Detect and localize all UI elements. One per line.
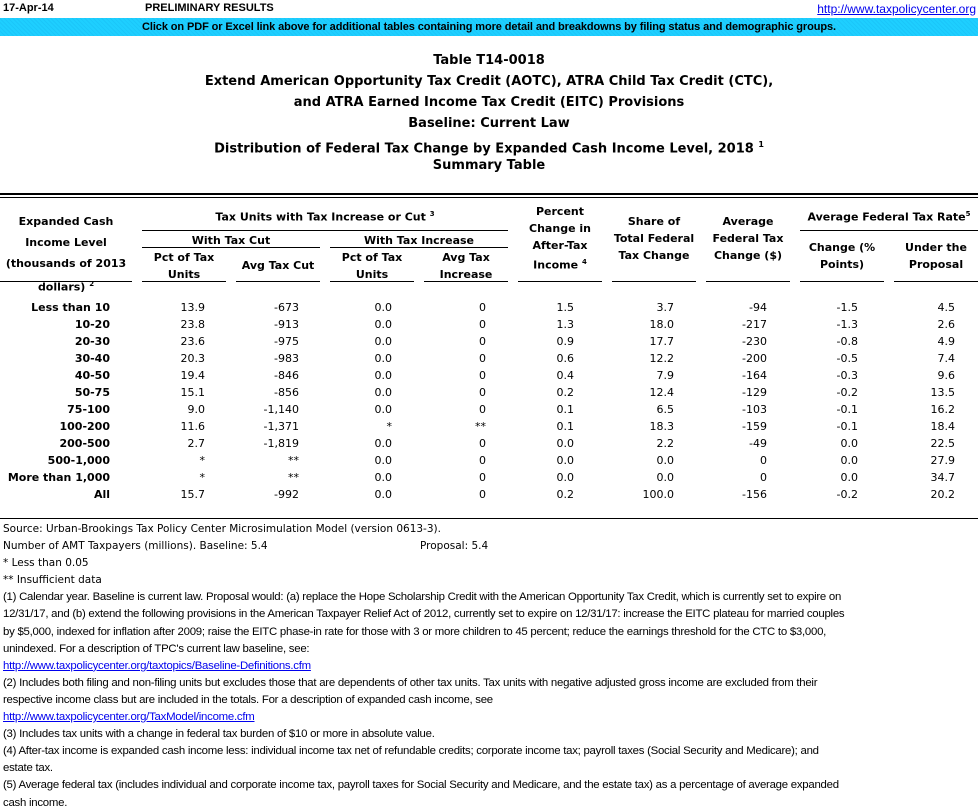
col-underline [894, 281, 978, 282]
table-cell: 20.2 [930, 488, 955, 501]
source-note: Source: Urban-Brookings Tax Policy Center Microsimulation Model (version 0613-3). [3, 523, 441, 535]
summary-subtitle: Summary Table [432, 158, 546, 173]
table-cell: 0.1 [556, 403, 574, 416]
table-cell: * [386, 420, 392, 433]
table-cell: 0.0 [374, 335, 392, 348]
table-cell: 0.0 [374, 386, 392, 399]
table-row [0, 384, 978, 401]
table-cell: -0.8 [836, 335, 858, 348]
income-definition-link[interactable]: http://www.taxpolicycenter.org/TaxModel/income.cfm [3, 711, 255, 724]
table-cell: 0 [479, 318, 486, 331]
table-cell: 0 [479, 386, 486, 399]
table-cell: * [199, 471, 205, 484]
table-row [0, 452, 978, 469]
double-star-note: ** Insufficient data [3, 574, 102, 587]
table-row [0, 469, 978, 486]
footnote-4-line-1: (4) After-tax income is expanded cash income less: individual income tax net of refundable credits; corporate income tax; payroll taxes (Social Security and Medicare); and [3, 745, 819, 758]
col-subgroup-with-tax-cut: With Tax Cut [191, 234, 271, 247]
footnote-1-line-2: 12/31/17, and (b) extend the following provisions in the American Taxpayer Relief Act of 2012, currently set to expire on 12/31/17: increase the EITC plateau for married couples [3, 608, 845, 621]
table-row [0, 299, 978, 316]
table-cell: 0.0 [840, 471, 858, 484]
table-cell: 0.2 [556, 488, 574, 501]
table-cell: -0.2 [836, 488, 858, 501]
top-bar [0, 0, 978, 18]
table-cell: ** [475, 420, 486, 433]
table-row [0, 435, 978, 452]
footnote-1-line-3: by $5,000, indexed for inflation after 2009; raise the EITC phase-in rate for those with 3 or more children to 45 percent; reduce the earnings threshold for the CTC to $3,000, [3, 625, 827, 638]
table-cell: 2.7 [187, 437, 205, 450]
income-level-label: 75-100 [67, 403, 110, 416]
table-cell: 0.0 [374, 301, 392, 314]
col-underline [518, 281, 602, 282]
table-cell: 19.4 [180, 369, 205, 382]
table-cell: 0.0 [374, 403, 392, 416]
footnote-1-line-1: (1) Calendar year. Baseline is current law. Proposal would: (a) replace the Hope Scholarship Credit with the American Opportunity Tax Credit, which is currently set to expire on [3, 591, 842, 604]
col-underline [236, 281, 320, 282]
preliminary-label: PRELIMINARY RESULTS [145, 2, 274, 14]
table-cell: -164 [742, 369, 767, 382]
table-cell: -0.1 [836, 420, 858, 433]
footnote-5-line-2: cash income. [3, 796, 68, 809]
table-id: Table T14-0018 [433, 53, 545, 68]
table-cell: 9.0 [187, 403, 205, 416]
table-cell: 34.7 [930, 471, 955, 484]
table-cell: 0.0 [374, 352, 392, 365]
table-cell: 0.0 [656, 454, 674, 467]
table-row [0, 367, 978, 384]
col-underline [800, 281, 884, 282]
col-header-rate-change: Change (% Points) [808, 241, 876, 271]
table-cell: -673 [274, 301, 299, 314]
col-subgroup-with-tax-increase: With Tax Increase [363, 234, 475, 247]
table-cell: 15.7 [180, 488, 205, 501]
header-double-rule [0, 193, 978, 198]
income-level-label: More than 1,000 [7, 471, 110, 484]
table-cell: -983 [274, 352, 299, 365]
table-cell: * [199, 454, 205, 467]
table-row [0, 401, 978, 418]
table-cell: 13.9 [180, 301, 205, 314]
star-note: * Less than 0.05 [3, 557, 89, 570]
table-row [0, 333, 978, 350]
baseline-label: Baseline: Current Law [408, 116, 570, 131]
table-cell: 7.9 [656, 369, 674, 382]
table-cell: 0 [479, 403, 486, 416]
subgroup-underline-increase [330, 247, 508, 248]
income-level-label: Less than 10 [31, 301, 110, 314]
title-line-2: and ATRA Earned Income Tax Credit (EITC) Provisions [293, 95, 685, 110]
table-cell: -156 [742, 488, 767, 501]
table-title-block [0, 50, 978, 176]
table-cell: 3.7 [656, 301, 674, 314]
tpc-website-link[interactable]: http://www.taxpolicycenter.org [817, 2, 976, 16]
income-level-label: 500-1,000 [47, 454, 110, 467]
table-cell: 0.0 [840, 437, 858, 450]
table-cell: 0.0 [374, 471, 392, 484]
table-cell: -159 [742, 420, 767, 433]
table-cell: -94 [749, 301, 767, 314]
col-header-avg-tax-cut: Avg Tax Cut [241, 259, 315, 272]
table-cell: 23.6 [180, 335, 205, 348]
col-underline [706, 281, 790, 282]
table-cell: -0.3 [836, 369, 858, 382]
baseline-definitions-link[interactable]: http://www.taxpolicycenter.org/taxtopics/Baseline-Definitions.cfm [3, 659, 311, 672]
table-cell: 9.6 [937, 369, 955, 382]
table-cell: -200 [742, 352, 767, 365]
table-cell: 2.2 [656, 437, 674, 450]
table-bottom-rule [0, 518, 978, 519]
title-line-1: Extend American Opportunity Tax Credit (AOTC), ATRA Child Tax Credit (CTC), [204, 74, 774, 89]
table-cell: 11.6 [180, 420, 205, 433]
table-cell: 27.9 [930, 454, 955, 467]
col-underline [424, 281, 508, 282]
report-date: 17-Apr-14 [3, 2, 54, 14]
col-header-avg-fed-tax-change: Average Federal Tax Change ($) [712, 215, 784, 262]
table-row [0, 418, 978, 435]
income-level-label: 20-30 [74, 335, 110, 348]
footnote-1-line-4: unindexed. For a description of TPC's current law baseline, see: [3, 642, 310, 655]
table-cell: -1.3 [836, 318, 858, 331]
notes-section [3, 521, 975, 812]
group-underline-avg-rate [800, 230, 978, 231]
col-underline [0, 281, 132, 282]
table-cell: 0.0 [656, 471, 674, 484]
table-cell: 6.5 [656, 403, 674, 416]
subgroup-underline-cut [142, 247, 320, 248]
table-cell: 20.3 [180, 352, 205, 365]
table-cell: 0.1 [556, 420, 574, 433]
table-cell: 0 [479, 335, 486, 348]
table-cell: 0.0 [374, 318, 392, 331]
table-cell: 0 [479, 471, 486, 484]
table-cell: 0 [479, 369, 486, 382]
table-cell: 18.0 [649, 318, 674, 331]
table-cell: 0.0 [556, 471, 574, 484]
table-cell: 7.4 [937, 352, 955, 365]
col-header-pct-units-increase: Pct of Tax Units [341, 251, 403, 281]
col-underline [142, 281, 226, 282]
table-cell: -846 [274, 369, 299, 382]
amt-proposal: Proposal: 5.4 [420, 540, 489, 553]
col-group-tax-units: Tax Units with Tax Increase or Cut $^3$ [215, 210, 435, 224]
table-cell: 12.4 [649, 386, 674, 399]
income-level-label: 10-20 [74, 318, 110, 331]
footnote-3: (3) Includes tax units with a change in federal tax burden of $10 or more in absolute value. [3, 728, 435, 741]
table-row [0, 486, 978, 503]
group-underline-tax-units [142, 230, 508, 231]
table-cell: 23.8 [180, 318, 205, 331]
table-cell: 0.2 [556, 386, 574, 399]
col-underline [612, 281, 696, 282]
distribution-title: Distribution of Federal Tax Change by Expanded Cash Income Level, 2018 $^1$ [214, 140, 764, 157]
footnote-2-line-2: respective income class but are included in the totals. For a description of expanded cash income, see [3, 693, 493, 706]
table-cell: -1,140 [263, 403, 299, 416]
amt-taxpayers-note: Number of AMT Taxpayers (millions). Baseline: 5.4 Proposal: 5.4 [3, 538, 975, 555]
table-cell: 13.5 [930, 386, 955, 399]
table-cell: -49 [749, 437, 767, 450]
table-cell: 0.9 [556, 335, 574, 348]
table-cell: 0 [479, 301, 486, 314]
table-cell: -0.1 [836, 403, 858, 416]
col-header-pct-change-after-tax: Percent Change in After-Tax Income $^4$ [529, 205, 591, 272]
table-cell: -0.5 [836, 352, 858, 365]
table-cell: -913 [274, 318, 299, 331]
table-cell: -856 [274, 386, 299, 399]
table-cell: 17.7 [649, 335, 674, 348]
table-cell: 0.0 [556, 437, 574, 450]
table-cell: ** [288, 471, 299, 484]
col-header-rate-under-proposal: Under the Proposal [905, 241, 967, 271]
col-header-pct-units-cut: Pct of Tax Units [153, 251, 215, 281]
table-cell: -230 [742, 335, 767, 348]
table-cell: 0.0 [374, 488, 392, 501]
table-cell: -1.5 [836, 301, 858, 314]
col-header-avg-tax-increase: Avg Tax Increase [439, 251, 493, 281]
table-cell: -1,819 [263, 437, 299, 450]
table-cell: 0.0 [374, 369, 392, 382]
table-cell: 0.0 [374, 454, 392, 467]
table-cell: 4.9 [937, 335, 955, 348]
footnote-2-line-1: (2) Includes both filing and non-filing units but excludes those that are dependents of other tax units. Tax units with negative adjusted gross income are excluded from their [3, 676, 818, 689]
table-cell: ** [288, 454, 299, 467]
table-row [0, 316, 978, 333]
table-cell: 22.5 [930, 437, 955, 450]
table-cell: 18.4 [930, 420, 955, 433]
table-cell: 12.2 [649, 352, 674, 365]
income-level-label: All [93, 488, 110, 501]
col-header-income-level: Expanded Cash Income Level (thousands of 2013 dollars) $^2$ [5, 215, 127, 294]
table-cell: 0 [479, 488, 486, 501]
table-cell: -217 [742, 318, 767, 331]
table-cell: -103 [742, 403, 767, 416]
footnote-5-line-1: (5) Average federal tax (includes individual and corporate income tax, payroll taxes for Social Security and Medicare, and the estate tax) as a percentage of average expanded [3, 779, 839, 792]
table-row [0, 350, 978, 367]
table-cell: 2.6 [937, 318, 955, 331]
table-cell: -0.2 [836, 386, 858, 399]
table-cell: 0.6 [556, 352, 574, 365]
table-cell: -992 [274, 488, 299, 501]
table-cell: -129 [742, 386, 767, 399]
table-cell: -1,371 [263, 420, 299, 433]
info-banner: Click on PDF or Excel link above for additional tables containing more detail and breakdowns by filing status and demographic groups. [0, 18, 978, 36]
table-cell: 0.4 [556, 369, 574, 382]
income-level-label: 50-75 [74, 386, 110, 399]
table-cell: 0 [760, 471, 767, 484]
col-group-avg-tax-rate: Average Federal Tax Rate$^5$ [807, 210, 971, 224]
table-cell: 1.5 [556, 301, 574, 314]
table-cell: 16.2 [930, 403, 955, 416]
table-cell: 4.5 [937, 301, 955, 314]
footnote-4-line-2: estate tax. [3, 762, 53, 775]
table-cell: 1.3 [556, 318, 574, 331]
income-level-label: 100-200 [59, 420, 110, 433]
table-cell: 100.0 [642, 488, 674, 501]
col-header-share-total-change: Share of Total Federal Tax Change [613, 215, 695, 262]
table-cell: 0 [479, 454, 486, 467]
table-cell: -975 [274, 335, 299, 348]
col-underline [330, 281, 414, 282]
income-level-label: 30-40 [74, 352, 110, 365]
table-cell: 0 [760, 454, 767, 467]
table-cell: 0.0 [556, 454, 574, 467]
table-cell: 0 [479, 352, 486, 365]
table-cell: 0.0 [374, 437, 392, 450]
table-cell: 0 [479, 437, 486, 450]
income-level-label: 200-500 [59, 437, 110, 450]
income-level-label: 40-50 [74, 369, 110, 382]
table-cell: 18.3 [649, 420, 674, 433]
table-cell: 15.1 [180, 386, 205, 399]
table-cell: 0.0 [840, 454, 858, 467]
